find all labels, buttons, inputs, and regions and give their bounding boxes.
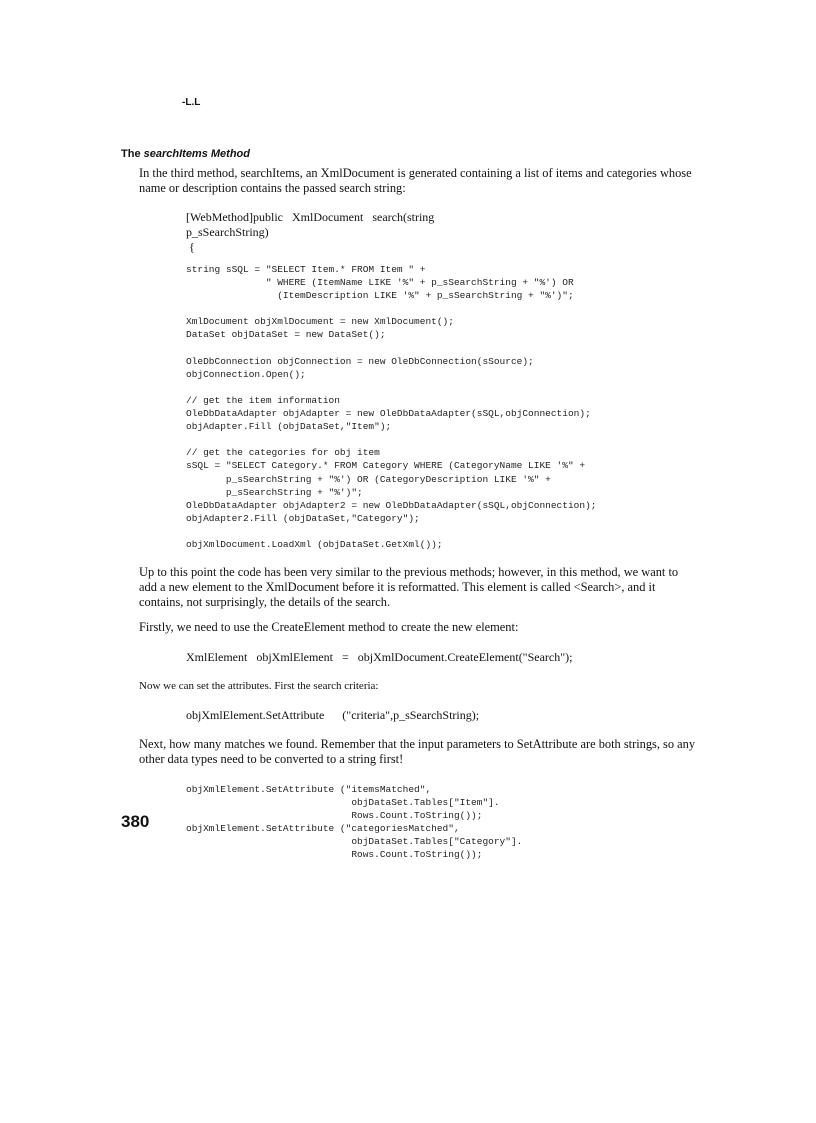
- matches-paragraph: Next, how many matches we found. Remember that the input parameters to SetAttribute are both strings, so any other data types need to be converted to a string first!: [139, 737, 696, 766]
- create-element-paragraph: Firstly, we need to use the CreateElement method to create the new element:: [139, 620, 519, 634]
- explanation-paragraph: Up to this point the code has been very similar to the previous methods; however, in this method, we want to add a new element to the XmlDocument before it is reformatted. This element is called <Search>, and it contains, not surprisingly, the details of the search.: [139, 565, 679, 609]
- create-element-code: XmlElement objXmlElement = objXmlDocument.CreateElement("Search");: [186, 650, 573, 664]
- set-counts-code-block: objXmlElement.SetAttribute ("itemsMatched", objDataSet.Tables["Item"]. Rows.Count.ToString()); objXmlElement.SetAttribute ("categoriesMatched", objDataSet.Tables["Category"]. Rows.Count.ToString());: [186, 784, 523, 861]
- method-signature-code: [WebMethod]public XmlDocument search(string p_sSearchString) {: [186, 210, 435, 254]
- heading-prefix: The: [121, 148, 144, 160]
- intro-paragraph: In the third method, searchItems, an XmlDocument is generated containing a list of items and categories whose name or description contains the passed search string:: [139, 166, 692, 195]
- running-header-mark: -L.L: [182, 97, 201, 108]
- page-number: 380: [121, 812, 150, 831]
- set-attributes-paragraph: Now we can set the attributes. First the search criteria:: [139, 680, 379, 692]
- set-criteria-code: objXmlElement.SetAttribute ("criteria",p_sSearchString);: [186, 708, 480, 722]
- heading-method-name: searchItems Method: [143, 148, 250, 160]
- section-heading: [121, 148, 250, 160]
- search-items-code-block: string sSQL = "SELECT Item.* FROM Item " + " WHERE (ItemName LIKE '%" + p_sSearchString + "%') OR (ItemDescription LIKE '%" + p_sSearchString + "%')"; XmlDocument objXmlDocument = new XmlDocument(); DataSet objDataSet = new DataSet(); OleDbConnection objConnection = new OleDbConnection(sSource); objConnection.Open(); // get the item information OleDbDataAdapter objAdapter = new OleDbDataAdapter(sSQL,objConnection); objAdapter.Fill (objDataSet,"Item"); // get the categories for obj item sSQL = "SELECT Category.* FROM Category WHERE (CategoryName LIKE '%" + p_sSearchString + "%') OR (CategoryDescription LIKE '%" + p_sSearchString + "%')"; OleDbDataAdapter objAdapter2 = new OleDbDataAdapter(sSQL,objConnection); objAdapter2.Fill (objDataSet,"Category"); objXmlDocument.LoadXml (objDataSet.GetXml());: [186, 264, 597, 550]
